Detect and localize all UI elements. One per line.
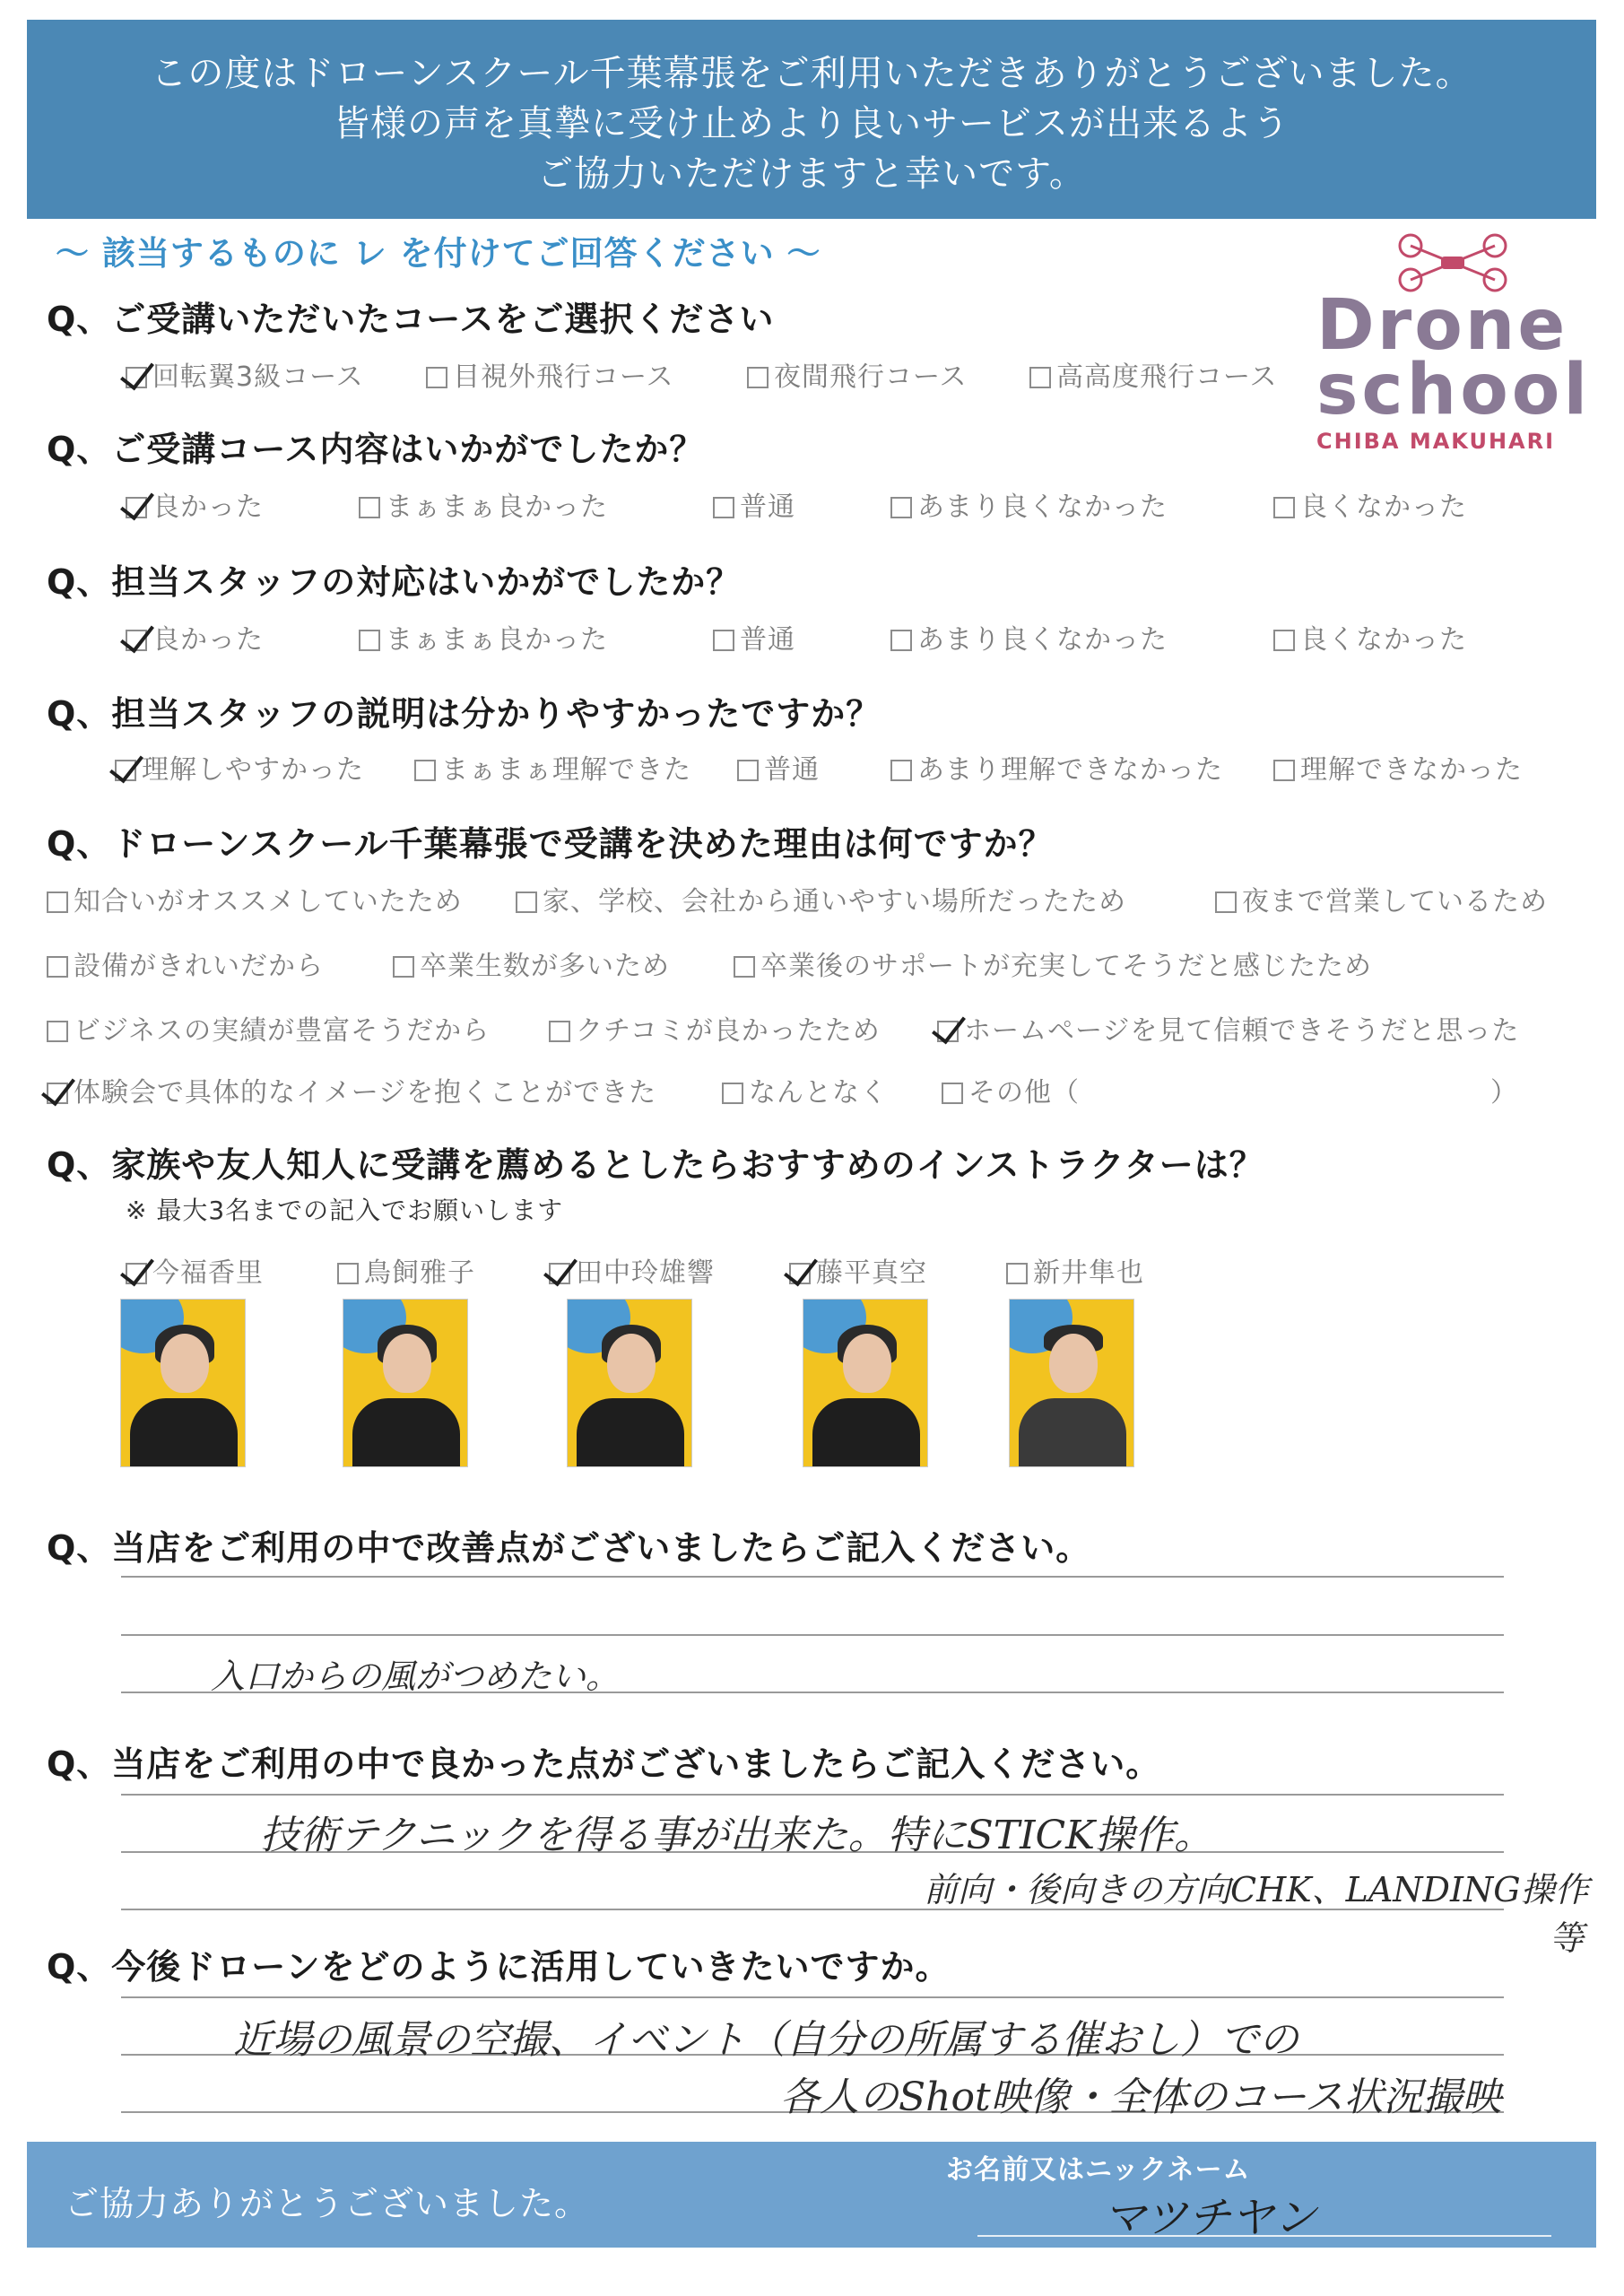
q2-option-5[interactable]: 良くなかった: [1273, 484, 1467, 524]
name-field-value[interactable]: マツチヤン: [1103, 2193, 1317, 2243]
checkbox-icon[interactable]: [737, 760, 759, 781]
checkbox-icon[interactable]: [713, 630, 734, 651]
checkbox-checked-icon[interactable]: [549, 1263, 570, 1284]
checkbox-icon[interactable]: [1029, 367, 1051, 388]
checkbox-checked-icon[interactable]: [937, 1021, 959, 1042]
q4-option-5[interactable]: 理解できなかった: [1273, 747, 1523, 787]
q9-handwritten-answer-line-1: 近場の風景の空撮、イベント（自分の所属する催おし）での: [233, 2017, 1298, 2063]
q3-option-2[interactable]: まぁまぁ良かった: [359, 617, 608, 657]
checkbox-icon[interactable]: [414, 760, 436, 781]
q5-option-3[interactable]: 夜まで営業しているため: [1215, 879, 1548, 918]
q1-option-2[interactable]: 目視外飛行コース: [426, 354, 674, 394]
checkbox-icon[interactable]: [713, 497, 734, 518]
q4-option-1[interactable]: 理解しやすかった: [115, 747, 364, 787]
checkbox-icon[interactable]: [359, 630, 380, 651]
instruction-text: ～ 該当するものに レ を付けてご回答ください ～: [56, 234, 821, 273]
q4-option-3[interactable]: 普通: [737, 747, 820, 787]
question-8: Q、当店をご利用の中で良かった点がございましたらご記入ください。: [47, 1744, 1161, 1784]
checkbox-icon[interactable]: [426, 367, 447, 388]
q8-handwritten-answer-line-3: 等: [1550, 1918, 1585, 1958]
q5-option-7[interactable]: ビジネスの実績が豊富そうだから: [47, 1008, 490, 1048]
question-4: Q、担当スタッフの説明は分かりやすかったですか？: [47, 694, 881, 734]
checkbox-icon[interactable]: [734, 956, 755, 978]
checkbox-checked-icon[interactable]: [126, 367, 147, 388]
checkbox-checked-icon[interactable]: [126, 1263, 147, 1284]
q5-option-5[interactable]: 卒業生数が多いため: [393, 944, 670, 983]
logo-brand-drone: Drone: [1316, 285, 1568, 366]
checkbox-icon[interactable]: [890, 630, 912, 651]
q2-option-4[interactable]: あまり良くなかった: [890, 484, 1168, 524]
q3-option-4[interactable]: あまり良くなかった: [890, 617, 1168, 657]
name-underline: [977, 2235, 1551, 2237]
q5-option-6[interactable]: 卒業後のサポートが充実してそうだと感じたため: [734, 944, 1372, 983]
question-5: Q、ドローンスクール千葉幕張で受講を決めた理由は何ですか？: [47, 824, 1054, 864]
name-label: お名前又はニックネーム: [946, 2154, 1251, 2186]
q5-option-4[interactable]: 設備がきれいだから: [47, 944, 324, 983]
checkbox-icon[interactable]: [1273, 630, 1295, 651]
q6-instructor-5[interactable]: 新井隼也: [1006, 1250, 1144, 1290]
footer-thanks: ご協力ありがとうございました。: [65, 2184, 590, 2223]
drone-school-logo: [1309, 231, 1592, 456]
checkbox-icon[interactable]: [47, 891, 68, 913]
q6-instructor-1[interactable]: 今福香里: [126, 1250, 264, 1290]
instructor-photo-2: [343, 1299, 468, 1467]
checkbox-checked-icon[interactable]: [789, 1263, 811, 1284]
instructor-photo-5: [1009, 1299, 1134, 1467]
q8-handwritten-answer-line-2: 前向・後向きの方向CHK、LANDING操作: [924, 1870, 1589, 1909]
checkbox-icon[interactable]: [393, 956, 414, 978]
header-line-2: 皆様の声を真摯に受け止めより良いサービスが出来るよう: [334, 103, 1290, 144]
checkbox-checked-icon[interactable]: [126, 630, 147, 651]
q5-option-10[interactable]: 体験会で具体的なイメージを抱くことができた: [47, 1070, 656, 1109]
checkbox-icon[interactable]: [942, 1083, 963, 1104]
q3-option-1[interactable]: 良かった: [126, 617, 264, 657]
checkbox-icon[interactable]: [747, 367, 769, 388]
instructor-photo-1: [120, 1299, 246, 1467]
header-line-1: この度はドローンスクール千葉幕張をご利用いただきありがとうございました。: [151, 53, 1472, 94]
q5-option-12[interactable]: その他（: [942, 1070, 1080, 1109]
checkbox-icon[interactable]: [549, 1021, 570, 1042]
q3-option-3[interactable]: 普通: [713, 617, 795, 657]
q2-option-2[interactable]: まぁまぁ良かった: [359, 484, 608, 524]
checkbox-icon[interactable]: [1273, 760, 1295, 781]
checkbox-icon[interactable]: [890, 760, 912, 781]
q8-handwritten-answer-line-1: 技術テクニックを得る事が出来た。特にSTICK操作。: [260, 1813, 1214, 1858]
q5-option-8[interactable]: クチコミが良かったため: [549, 1008, 881, 1048]
q4-option-2[interactable]: まぁまぁ理解できた: [414, 747, 691, 787]
checkbox-checked-icon[interactable]: [115, 760, 136, 781]
q2-option-3[interactable]: 普通: [713, 484, 795, 524]
q5-other-close: ）: [1490, 1077, 1518, 1109]
answer-line: [121, 1576, 1504, 1578]
checkbox-icon[interactable]: [359, 497, 380, 518]
checkbox-icon[interactable]: [337, 1263, 359, 1284]
q9-handwritten-answer-line-2: 各人のShot映像・全体のコース状況撮映: [780, 2074, 1502, 2120]
q6-instructor-2[interactable]: 鳥飼雅子: [337, 1250, 475, 1290]
logo-brand-location: CHIBA MAKUHARI: [1316, 429, 1556, 454]
q5-option-1[interactable]: 知合いがオススメしていたため: [47, 879, 463, 918]
q6-instructor-3[interactable]: 田中玲雄響: [549, 1250, 715, 1290]
question-7: Q、当店をご利用の中で改善点がございましたらご記入ください。: [47, 1528, 1091, 1568]
header-line-3: ご協力いただけますと幸いです。: [537, 153, 1086, 195]
answer-line: [121, 1996, 1504, 1998]
checkbox-icon[interactable]: [1006, 1263, 1028, 1284]
q6-note: ※ 最大3名までの記入でお願いします: [126, 1196, 564, 1225]
checkbox-icon[interactable]: [47, 956, 68, 978]
q6-instructor-4[interactable]: 藤平真空: [789, 1250, 927, 1290]
question-1: Q、ご受講いただいたコースをご選択ください: [47, 300, 775, 339]
q1-option-4[interactable]: 高高度飛行コース: [1029, 354, 1278, 394]
checkbox-icon[interactable]: [722, 1083, 743, 1104]
q1-option-1[interactable]: 回転翼3級コース: [126, 354, 364, 394]
q5-option-11[interactable]: なんとなく: [722, 1070, 888, 1109]
answer-line: [121, 1634, 1504, 1636]
answer-line: [121, 1794, 1504, 1796]
q3-option-5[interactable]: 良くなかった: [1273, 617, 1467, 657]
q1-option-3[interactable]: 夜間飛行コース: [747, 354, 968, 394]
checkbox-icon[interactable]: [1215, 891, 1237, 913]
logo-brand-school: school: [1316, 350, 1592, 430]
q2-option-1[interactable]: 良かった: [126, 484, 264, 524]
question-3: Q、担当スタッフの対応はいかがでしたか？: [47, 562, 742, 602]
checkbox-checked-icon[interactable]: [47, 1083, 68, 1104]
question-9: Q、今後ドローンをどのように活用していきたいですか。: [47, 1947, 951, 1987]
question-2: Q、ご受講コース内容はいかがでしたか？: [47, 430, 705, 469]
checkbox-icon[interactable]: [47, 1021, 68, 1042]
instructor-photo-3: [567, 1299, 692, 1467]
instructor-photo-4: [803, 1299, 928, 1467]
checkbox-checked-icon[interactable]: [126, 497, 147, 518]
q5-option-2[interactable]: 家、学校、会社から通いやすい場所だったため: [516, 879, 1126, 918]
footer-banner: [27, 2142, 1596, 2248]
checkbox-icon[interactable]: [516, 891, 537, 913]
checkbox-icon[interactable]: [1273, 497, 1295, 518]
q5-option-9[interactable]: ホームページを見て信頼できそうだと思った: [937, 1008, 1519, 1048]
header-banner: [27, 20, 1596, 219]
q7-handwritten-answer: 入口からの風がつめたい。: [211, 1657, 621, 1696]
question-6: Q、家族や友人知人に受講を薦めるとしたらおすすめのインストラクターは？: [47, 1145, 1264, 1185]
q4-option-4[interactable]: あまり理解できなかった: [890, 747, 1223, 787]
checkbox-icon[interactable]: [890, 497, 912, 518]
